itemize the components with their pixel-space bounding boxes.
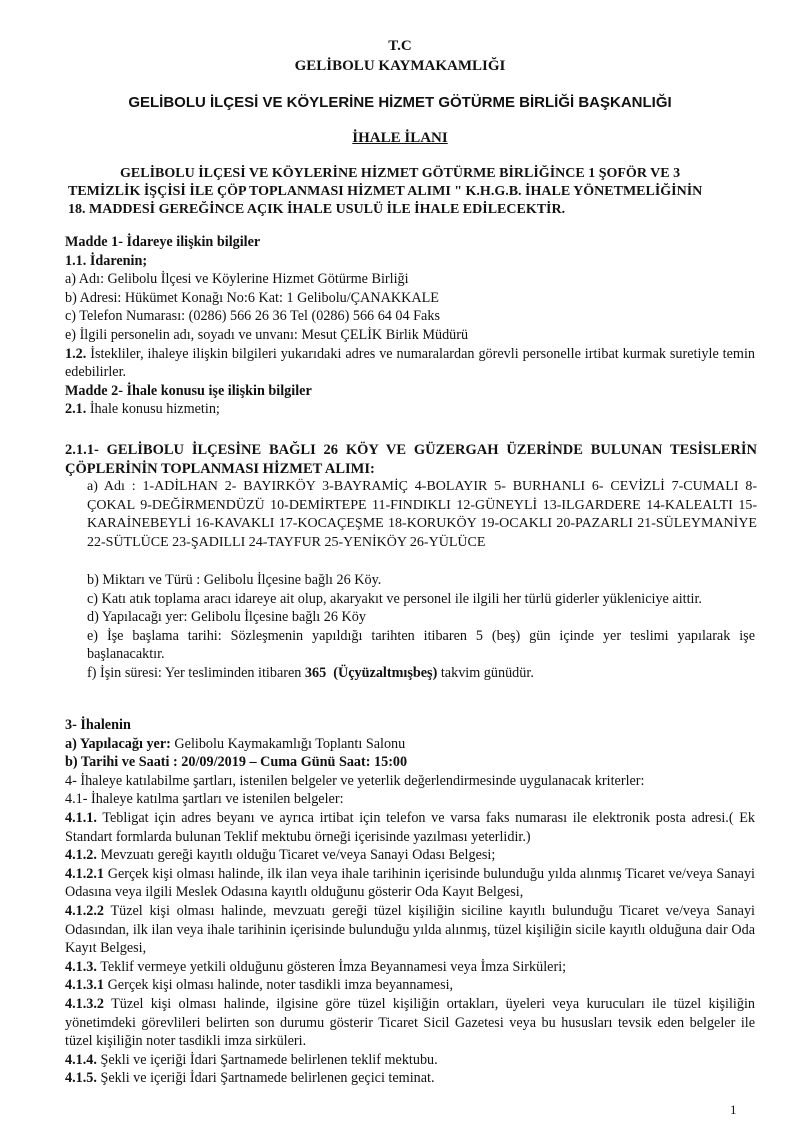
idare-adresi: b) Adresi: Hükümet Konağı No:6 Kat: 1 Gelibolu/ÇANAKKALE [65,289,439,306]
paragraph-4-1-1 [65,809,755,846]
intro-paragraph [68,165,758,219]
paragraph-4-1-3-2-number: 4.1.3.2 [65,995,105,1012]
paragraph-4-1-5-number: 4.1.5. [65,1070,97,1087]
paragraph-4-1-2-text: Mevzuatı gereği kayıtlı olduğu Ticaret ve/veya Sanayi Odası Belgesi; [96,847,496,864]
village-list [65,478,757,552]
yapilacagi-yer: d) Yapılacağı yer: Gelibolu İlçesine bağlı 26 Köy [87,609,366,626]
paragraph-2-1 [65,400,755,419]
paragraph-4-1-4-number: 4.1.4. [65,1051,97,1068]
kati-atik-note: c) Katı atık toplama aracı idareye ait olup, akaryakıt ve personel ile ilgili her türlü giderler yükleniciye aittir. [87,590,702,607]
paragraph-2-1-number: 2.1. [65,401,87,418]
paragraph-4-1-1-text: Tebligat için adres beyanı ve ayrıca irtibat için telefon ve varsa faks numarası ile elektronik posta adresi.( Ek Standart formlarda bulunan Teklif mektubu örneği içerisinde yazılması yeterlidir.) [65,809,755,845]
paragraph-4-1-3-1-number: 4.1.3.1 [65,977,105,994]
paragraph-4-1-3-1-text: Gerçek kişi olması halinde, noter tasdikli imza beyannamesi, [104,977,454,994]
page-number: 1 [730,1102,737,1117]
paragraph-4-1-3-1 [65,976,755,995]
isin-suresi-days: 365 [304,664,327,681]
paragraph-4-1-5-text: Şekli ve içeriği İdari Şartnamede belirlenen geçici teminat. [96,1070,435,1087]
isin-suresi-words: (Üçyüzaltmışbeş) [333,664,438,681]
paragraph-1-2-number: 1.2. [65,345,87,362]
paragraph-4-1-2-2-number: 4.1.2.2 [65,902,105,919]
ihale-yeri-label: a) Yapılacağı yer: [65,735,171,752]
paragraph-4-1-4-text: Şekli ve içeriği İdari Şartnamede belirlenen teklif mektubu. [96,1051,438,1068]
paragraph-4-1-2-2 [65,902,755,958]
isin-suresi [65,664,755,683]
paragraph-4-1-3-2-text: Tüzel kişi olması halinde, ilgisine göre tüzel kişiliğin ortakları, üyeleri veya kurucuları ile tüzel kişiliğin yönetimdeki görevlileri belirten son durumu gösterir Ticaret Sicil Gazetesi veya bu hususları tevsik eden belgeler ile tüzel kişiliğin noter tasdikli imza sirküleri. [65,995,755,1050]
ihale-yeri [65,735,755,754]
ihale-yeri-value: Gelibolu Kaymakamlığı Toplantı Salonu [170,735,406,752]
header-birlik: GELİBOLU İLÇESİ VE KÖYLERİNE HİZMET GÖTÜRME BİRLİĞİ BAŞKANLIĞI [128,94,672,111]
paragraph-4-1-2-2-text: Tüzel kişi olması halinde, mevzuatı gereği tüzel kişiliğin siciline kayıtlı bulunduğu Ticaret ve/veya Sanayi Odasından, ilk ilan veya ihale tarihinin içerisinde bulunduğu yılda alınmış, tüzel kişiliğin sicile kayıtlı olduğuna dair Oda Kayıt Belgesi, [65,902,755,957]
paragraph-1-2-text: İstekliler, ihaleye ilişkin bilgileri yukarıdaki adres ve numaralardan görevli personelle irtibat kurmak suretiyle temin edebilirler. [65,345,755,381]
paragraph-1-2 [65,345,755,382]
paragraph-4: 4- İhaleye katılabilme şartları, istenilen belgeler ve yeterlik değerlendirmesinde uygulanacak kriterler: [65,772,645,789]
header-tc: T.C [388,38,412,54]
paragraph-4-1-2-1-number: 4.1.2.1 [65,865,105,882]
isin-suresi-pre: f) İşin süresi: Yer tesliminden itibaren [87,664,305,681]
intro-line-2: TEMİZLİK İŞÇİSİ İLE ÇÖP TOPLANMASI HİZMET ALIMI " K.H.G.B. İHALE YÖNETMELİĞİNİN [68,184,703,199]
header-ihale-ilani: İHALE İLANI [352,130,448,146]
idare-adi: a) Adı: Gelibolu İlçesi ve Köylerine Hizmet Götürme Birliği [65,271,409,288]
madde-1-section [65,233,755,419]
section-2-1-1-heading: 2.1.1- GELİBOLU İLÇESİNE BAĞLI 26 KÖY VE GÜZERGAH ÜZERİNDE BULUNAN TESİSLERİN ÇÖPLERİNİN TOPLANMASI HİZMET ALIMI: [65,442,757,477]
paragraph-4-1-2-1-text: Gerçek kişi olması halinde, ilk ilan veya ihale tarihinin içerisinde bulunduğu yılda alınmış Ticaret ve/veya Sanayi Odasına veya ilgili Meslek Odasına kayıtlı olduğunu gösterir Oda Kayıt Belgesi, [65,865,755,901]
madde-1-title: Madde 1- İdareye ilişkin bilgiler [65,234,261,250]
paragraph-4-1-2-1 [65,865,755,902]
ihale-tarihi: b) Tarihi ve Saati : 20/09/2019 – Cuma Günü Saat: 15:00 [65,754,408,771]
paragraph-4-1-3-number: 4.1.3. [65,958,97,975]
ise-baslama: e) İşe başlama tarihi: Sözleşmenin yapıldığı tarihten itibaren 5 (beş) gün içinde yer teslimi yapılarak işe başlanacaktır. [87,627,755,663]
paragraph-2-1-text: İhale konusu hizmetin; [86,401,220,418]
paragraph-4-1-3-2 [65,995,755,1051]
madde-1-1-title: 1.1. İdarenin; [65,252,148,269]
village-names: a) Adı : 1-ADİLHAN 2- BAYIRKÖY 3-BAYRAMİÇ 4-BOLAYIR 5- BURHANLI 6- CEVİZLİ 7-CUMALI 8-ÇOKAL 9-DEĞİRMENDÜZÜ 10-DEMİRTEPE 11-FINDIKLI 12-GÜNEYLİ 13-ILGARDERE 14-KALEALTI 15-KARAİNEBEYLİ 16-KAVAKLI 17-KOCAÇEŞME 18-KORUKÖY 19-OCAKLI 20-PAZARLI 21-SÜLEYMANİYE 22-SÜTLÜCE 23-ŞADILLI 24-TAYFUR 25-YENİKÖY 26-YÜLÜCE [87,479,757,550]
header-kaymakamlik: GELİBOLU KAYMAKAMLIĞI [294,58,506,74]
paragraph-4-1: 4.1- İhaleye katılma şartları ve istenilen belgeler: [65,791,344,808]
miktar-turu: b) Miktarı ve Türü : Gelibolu İlçesine bağlı 26 Köy. [87,572,382,588]
intro-line-3: 18. MADDESİ GEREĞİNCE AÇIK İHALE USULÜ İLE İHALE EDİLECEKTİR. [68,202,566,217]
paragraph-4-1-3 [65,958,755,977]
idare-personel: e) İlgili personelin adı, soyadı ve unvanı: Mesut ÇELİK Birlik Müdürü [65,326,469,343]
madde-2-details [65,571,755,683]
isin-suresi-post: takvim günüdür. [437,664,534,681]
madde-2-title: Madde 2- İhale konusu işe ilişkin bilgiler [65,382,312,399]
idare-telefon: c) Telefon Numarası: (0286) 566 26 36 Tel (0286) 566 64 04 Faks [65,308,440,325]
intro-line-1: GELİBOLU İLÇESİ VE KÖYLERİNE HİZMET GÖTÜRME BİRLİĞİNCE 1 ŞOFÖR VE 3 [120,166,681,181]
paragraph-4-1-3-text: Teklif vermeye yetkili olduğunu gösteren İmza Beyannamesi veya İmza Sirküleri; [96,958,567,975]
paragraph-4-1-4 [65,1051,755,1070]
paragraph-4-1-2-number: 4.1.2. [65,847,97,864]
paragraph-4-1-1-number: 4.1.1. [65,809,97,826]
madde-3-title: 3- İhalenin [65,717,131,733]
paragraph-4-1-2 [65,846,755,865]
paragraph-4-1-5 [65,1069,755,1088]
madde-3-section [65,716,755,1088]
